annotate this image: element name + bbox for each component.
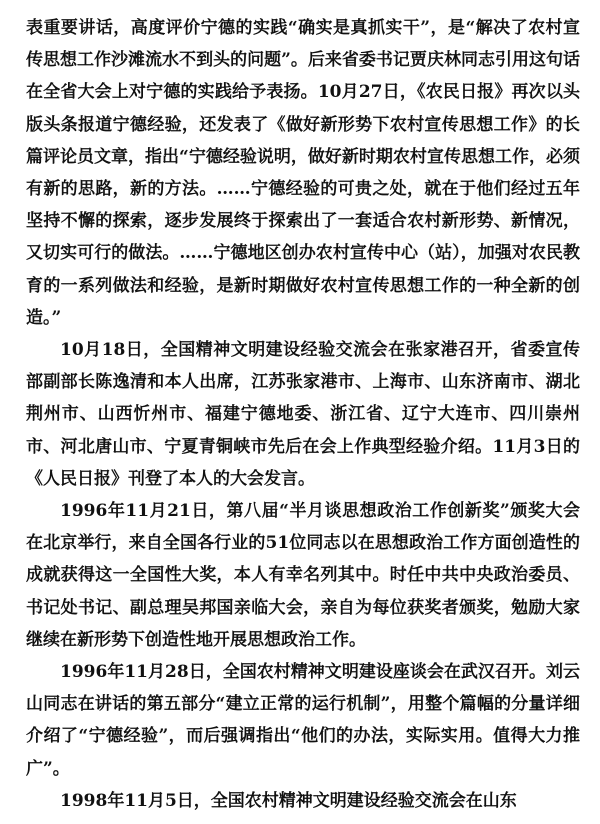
paragraph-5: 1998年11月5日，全国农村精神文明建设经验交流会在山东 bbox=[60, 790, 517, 811]
paragraph-1: 表重要讲话，高度评价宁德的实践“确实是真抓实干”，是“解决了农村宣传思想工作沙滩流水不到头的问题”。后来省委书记贾庆林同志引用这句话在全省大会上对宁德的实践给予表扬。10月27日，《农民日报》再次以头版头条报道宁德经验，还发表了《做好新形势下农村宣传思想工作》的长篇评论员文章，指出“宁德经验说明，做好新时期农村宣传思想工作，必须有新的思路，新的方法。……宁德经验的可贵之处，就在于他们经过五年坚持不懈的探索，逐步发展终于探索出了一套适合农村新形势、新情况，又切实可行的做法。……宁德地区创办农村宣传中心（站），加强对农民教育的一系列做法和经验，是新时期做好农村宣传思想工作的一种全新的创造。” bbox=[26, 18, 580, 328]
paragraph-2: 10月18日，全国精神文明建设经验交流会在张家港召开，省委宣传部副部长陈逸清和本人出席，江苏张家港市、上海市、山东济南市、湖北荆州市、山西忻州市、福建宁德地委、浙江省、辽宁大连市、四川崇州市、河北唐山市、宁夏青铜峡市先后在会上作典型经验介绍。11月3日的《人民日报》刊登了本人的大会发言。 bbox=[26, 340, 580, 489]
paragraph-4: 1996年11月28日，全国农村精神文明建设座谈会在武汉召开。刘云山同志在讲话的第五部分“建立正常的运行机制”，用整个篇幅的分量详细介绍了“宁德经验”，而后强调指出“他们的办法，实际实用。值得大力推广”。 bbox=[26, 662, 580, 779]
paragraph-3: 1996年11月21日，第八届“半月谈思想政治工作创新奖”颁奖大会在北京举行，来自全国各行业的51位同志以在思想政治工作方面创造性的成就获得这一全国性大奖，本人有幸名列其中。时任中共中央政治委员、书记处书记、副总理吴邦国亲临大会，亲自为每位获奖者颁奖，勉励大家继续在新形势下创造性地开展思想政治工作。 bbox=[26, 501, 580, 650]
